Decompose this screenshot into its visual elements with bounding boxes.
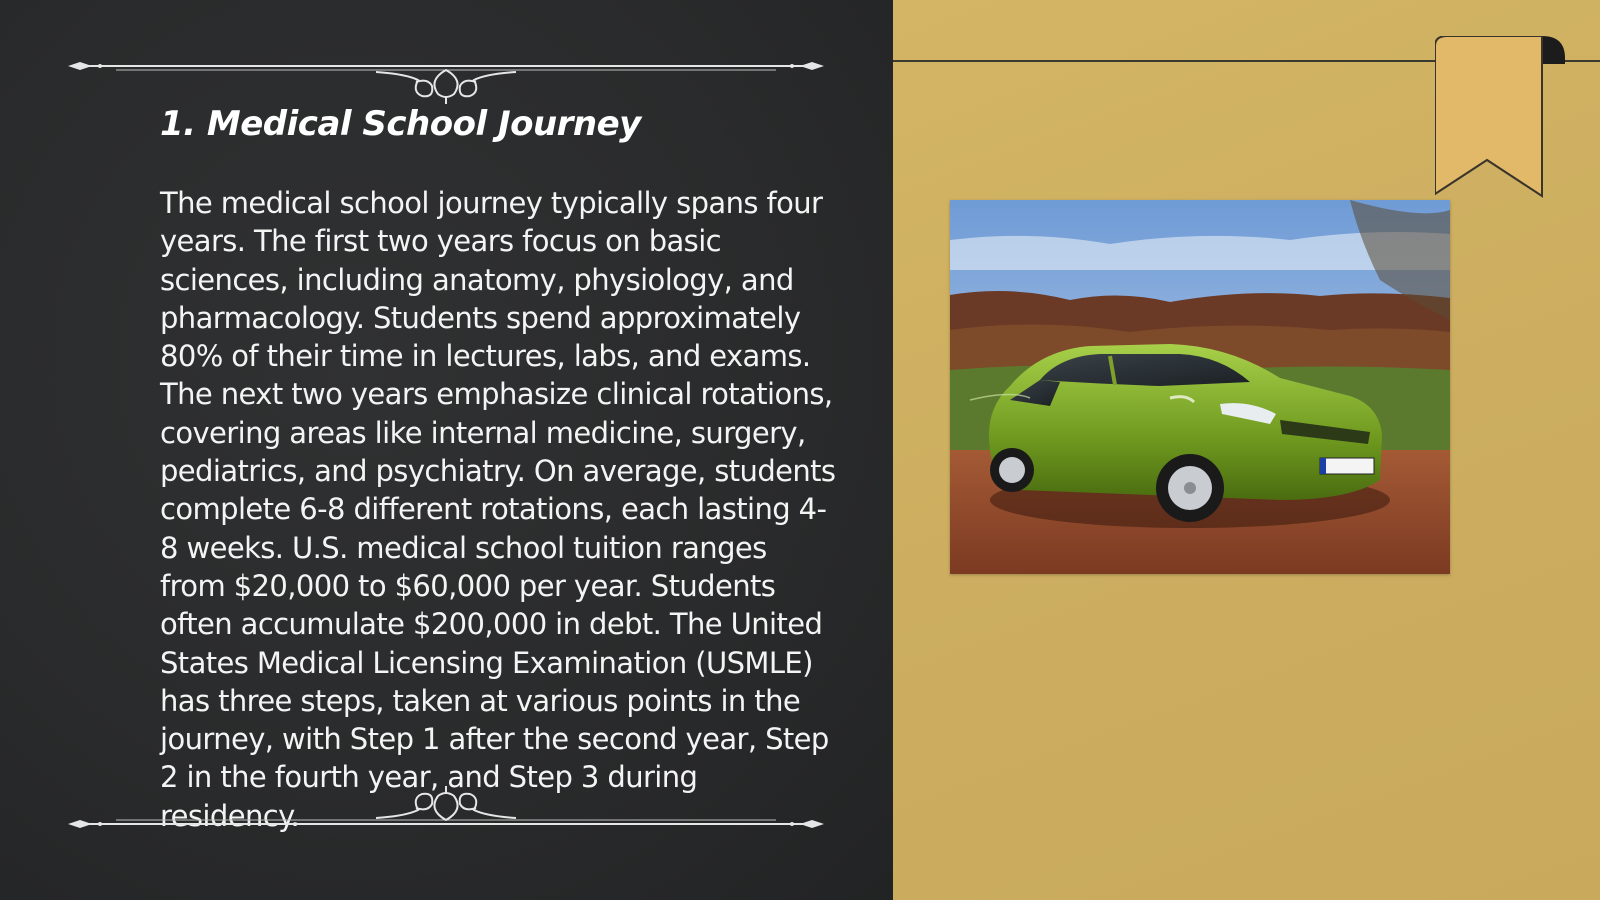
slide-title: 1. Medical School Journey <box>160 104 641 144</box>
car-photo <box>950 200 1450 574</box>
scroll-divider-icon <box>66 782 826 832</box>
scroll-divider-icon <box>66 56 826 106</box>
bookmark-icon <box>1435 36 1565 198</box>
body-paragraph: The medical school journey typically spans four years. The first two years focus on basic sciences, including anatomy, physiology, and pharmacology. Students spend approximately 80% of their time in lectures, labs, and exams. The next two years emphasize clinical rotations, covering areas like internal medicine, surgery, pediatrics, and psychiatry. On average, students complete 6-8 different rotations, each lasting 4-8 weeks. U.S. medical school tuition ranges from $20,000 to $60,000 per year. Students often accumulate $200,000 in debt. The United States Medical Licensing Examination (USMLE) has three steps, taken at various points in the journey, with Step 1 after the second year, Step 2 in the fourth year, and Step 3 during residency. <box>160 186 836 833</box>
